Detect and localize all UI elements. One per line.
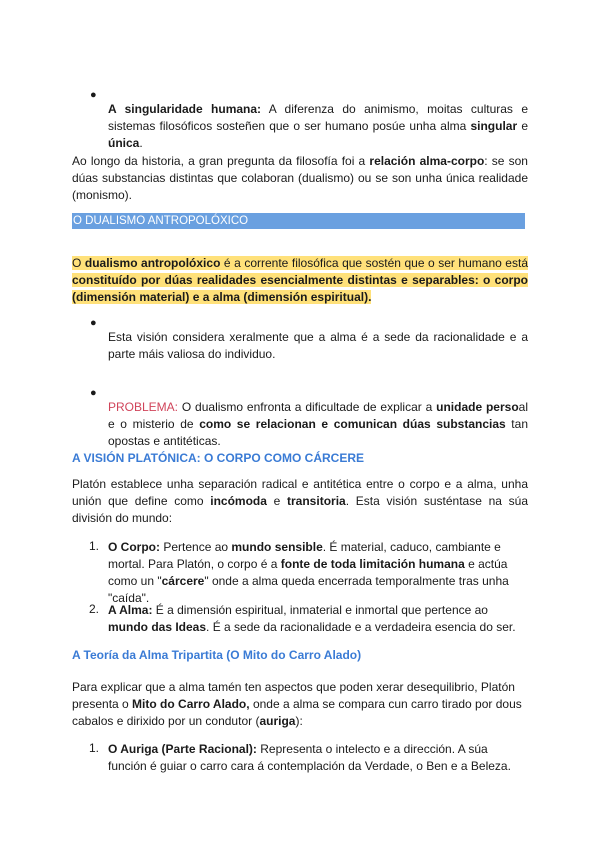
list-number: 1. [89,539,100,553]
bullet-dot: ● [90,387,97,399]
list-item-corpo-text: O Corpo: Pertence ao mundo sensible. É material, caduco, cambiante e mortal. Para Platón, o corpo é a fonte de toda limitación humana e actúa como un "cárcere" onde a alma queda encerrada temporalmente tras unha "caída". [108,540,509,605]
bullet-problema-text: PROBLEMA: O dualismo enfronta a dificultade de explicar a unidade persoal e o misterio de como se relacionan e comunican dúas substancias tan opostas e antitéticas. [108,400,528,448]
list-number: 1. [89,741,100,755]
list-number: 2. [89,602,100,616]
heading-vision-platonica: A VISIÓN PLATÓNICA: O CORPO COMO CÁRCERE [72,451,365,465]
paragraph-dualismo-definition: O dualismo antropolóxico é a corrente filosófica que sostén que o ser humano está constituído por dúas realidades esencialmente distintas e separables: o corpo (dimensión material) e a alma (dimensión espiritual). [72,256,528,304]
list-item-auriga-text: O Auriga (Parte Racional): Representa o intelecto e a dirección. A súa función é guiar o carro cara á contemplación da Verdade, o Ben e a Beleza. [108,742,511,773]
section-banner-dualismo: O DUALISMO ANTROPOLÓXICO [72,213,525,229]
bullet-dot: ● [90,317,97,329]
heading-alma-tripartita: A Teoría da Alma Tripartita (O Mito do Carro Alado) [72,648,362,662]
bullet-vision-text: Esta visión considera xeralmente que a alma é a sede da racionalidade e a parte máis valiosa do individuo. [108,330,528,361]
bullet-dot: ● [90,89,97,101]
bullet-singularidade-text: A singularidade humana: A diferenza do animismo, moitas culturas e sistemas filosóficos sosteñen que o ser humano posúe unha alma singular e única. [108,102,528,150]
list-item-alma-text: A Alma: É a dimensión espiritual, inmaterial e inmortal que pertence ao mundo das Ideas. É a sede da racionalidade e a verdadeira esencia do ser. [108,603,516,634]
paragraph-platon: Platón establece unha separación radical e antitética entre o corpo e a alma, unha unión que define como incómoda e transitoria. Esta visión susténtase na súa división do mundo: [72,477,528,525]
paragraph-historia: Ao longo da historia, a gran pregunta da filosofía foi a relación alma-corpo: se son dúas substancias distintas que colaboran (dualismo) ou se son unha única realidade (monismo). [72,154,528,202]
paragraph-carro-alado: Para explicar que a alma tamén ten aspectos que poden xerar desequilibrio, Platón presenta o Mito do Carro Alado, onde a alma se compara cun carro tirado por dous cabalos e dirixido por un condutor (auriga): [72,680,522,728]
